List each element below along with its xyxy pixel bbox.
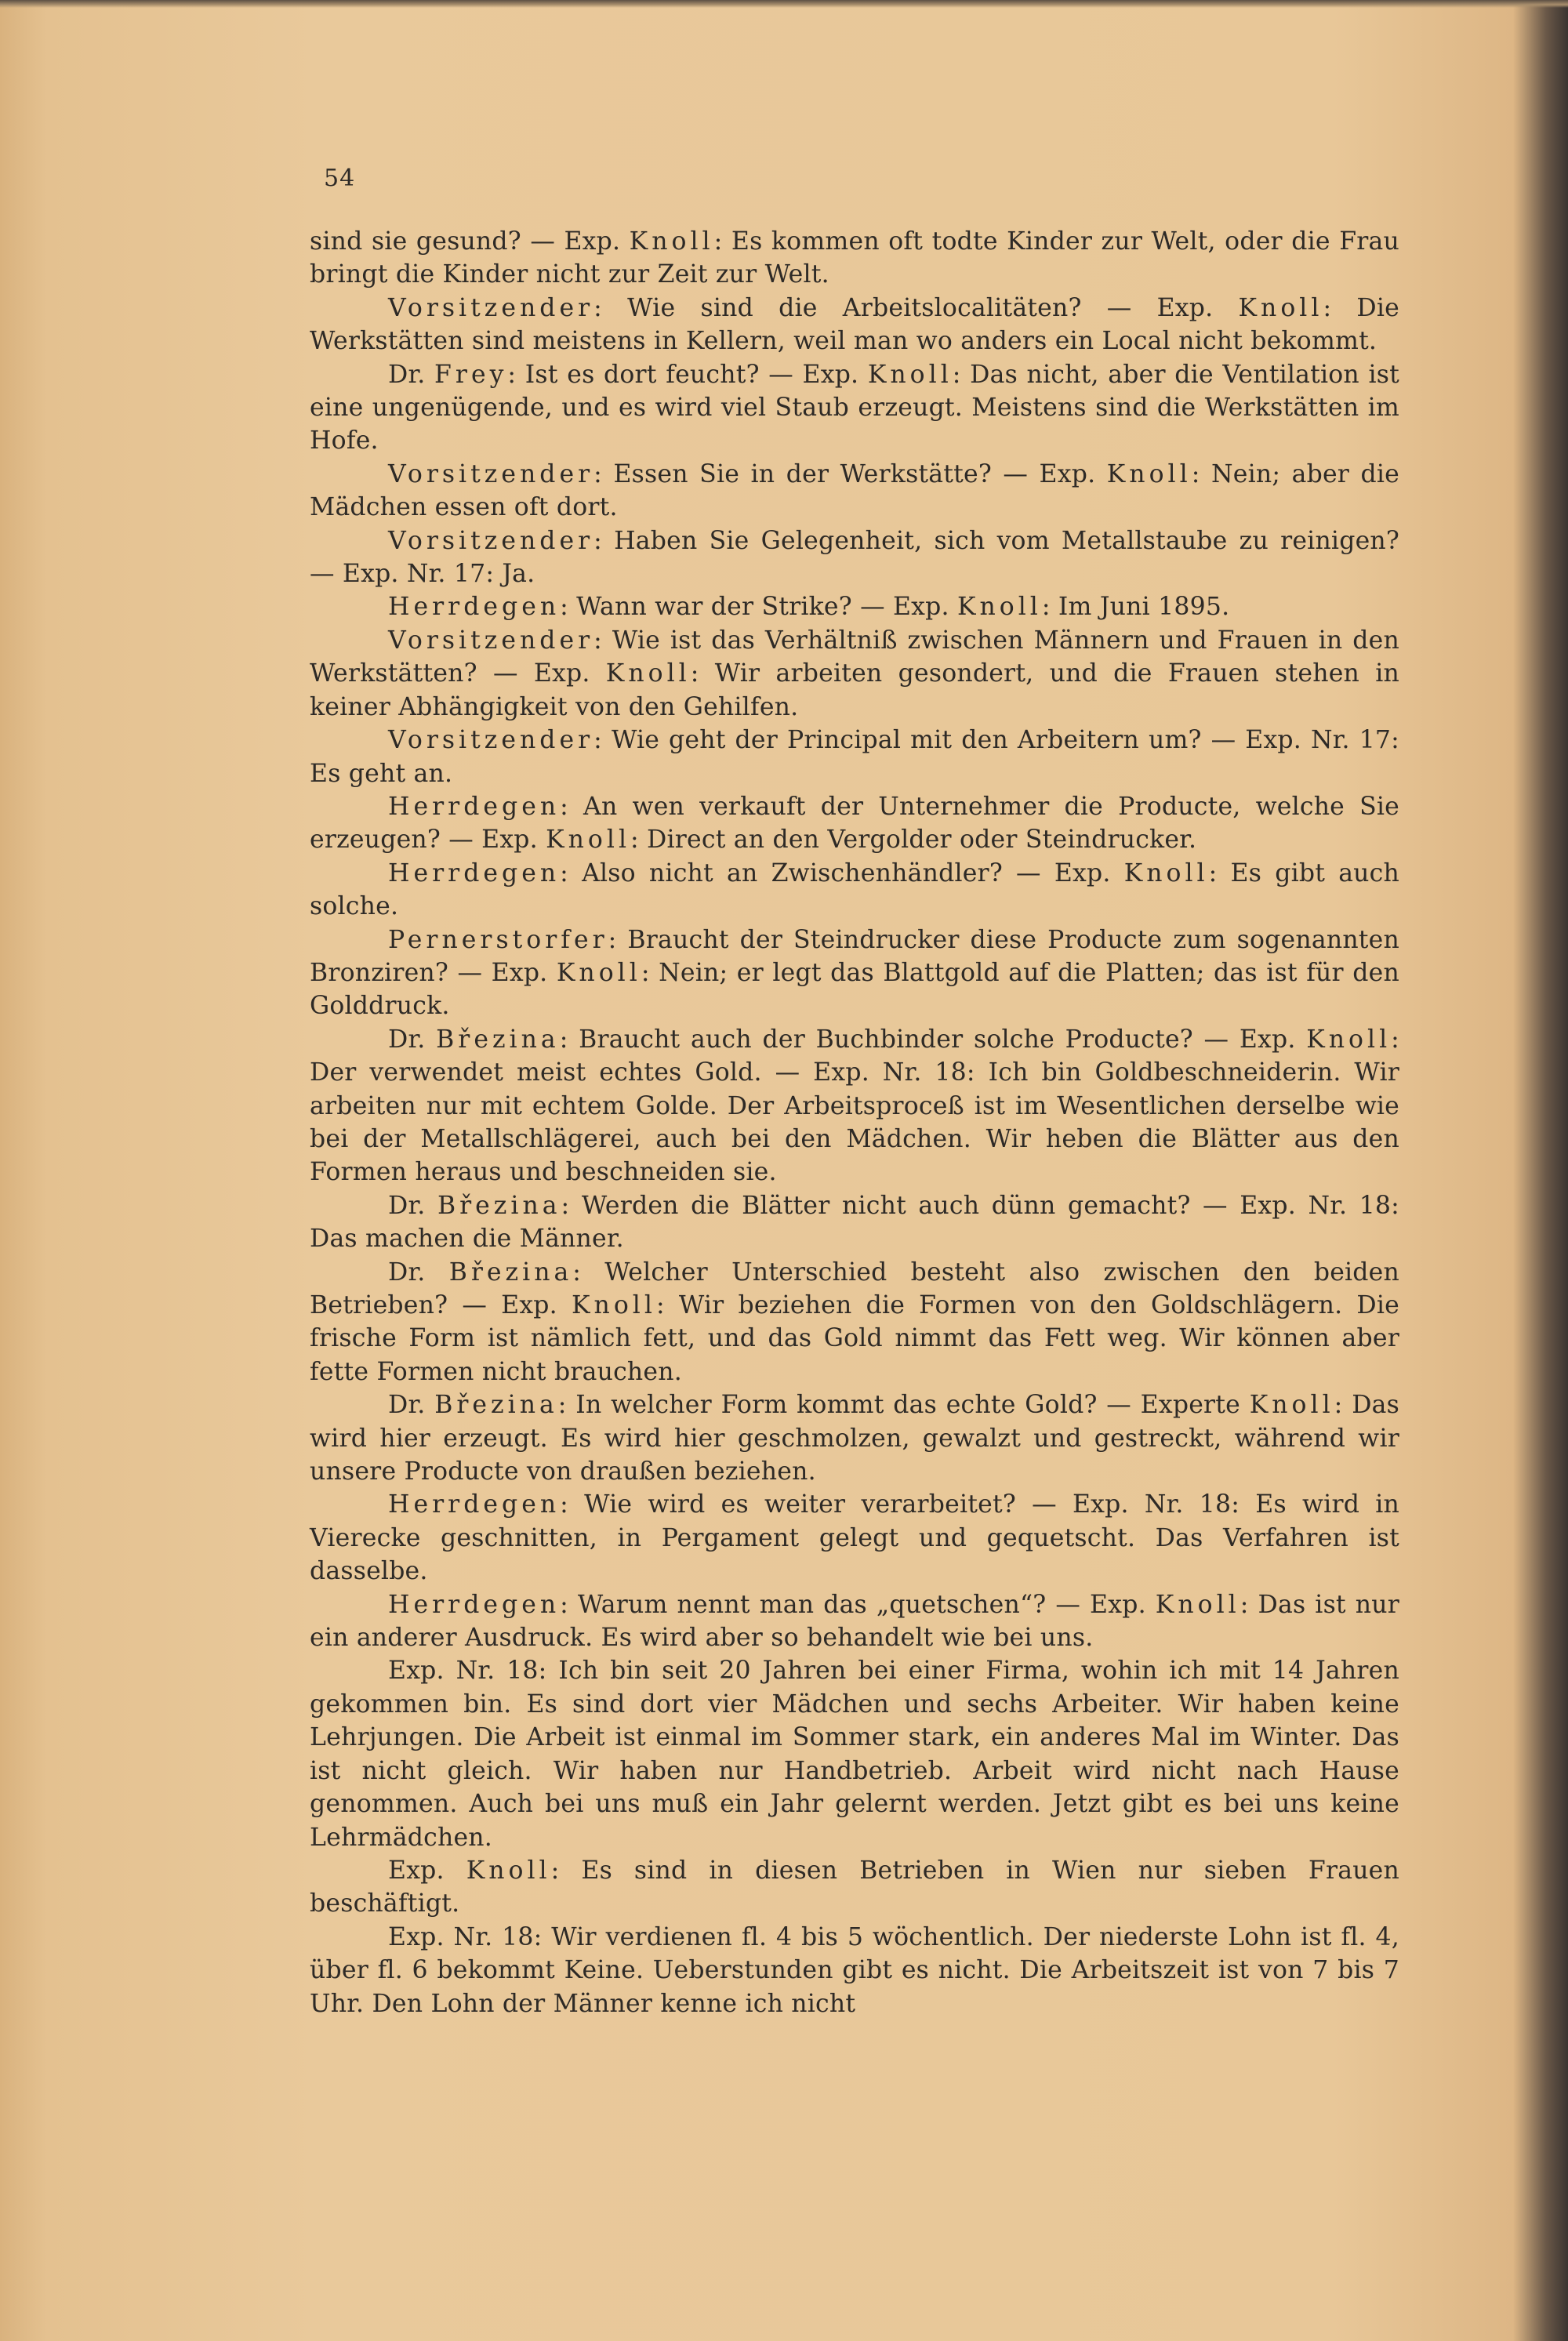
- paragraph: [310, 724, 1399, 790]
- text-run: : Also nicht an Zwischenhändler? — Exp.: [560, 858, 1124, 887]
- speaker-name: Knoll: [867, 360, 953, 389]
- speaker-name: Knoll: [1238, 293, 1323, 322]
- text-run: : Braucht auch der Buchbinder solche Producte? — Exp.: [559, 1025, 1307, 1054]
- speaker-name: Frey: [434, 360, 508, 389]
- page-edge-shadow: [0, 0, 1568, 8]
- paragraph: [310, 590, 1399, 623]
- text-run: Dr.: [388, 360, 435, 389]
- text-run: : Wie geht der Principal mit den Arbeitern um? — Exp. Nr. 17: Es geht an.: [310, 726, 1399, 788]
- text-run: : Werden die Blätter nicht auch dünn gemacht? — Exp. Nr. 18: Das machen die Männer.: [310, 1191, 1399, 1254]
- paragraph: [310, 1388, 1399, 1488]
- speaker-name: Knoll: [1249, 1391, 1334, 1420]
- text-run: : Wie sind die Arbeitslocalitäten? — Exp.: [593, 293, 1239, 322]
- speaker-name: Herrdegen: [388, 858, 561, 887]
- paragraph: [310, 1023, 1399, 1189]
- paragraph: [310, 1189, 1399, 1256]
- text-run: : Nein; er legt das Blattgold auf die Platten; das ist für den Golddruck.: [310, 958, 1399, 1021]
- speaker-name: Herrdegen: [388, 593, 561, 622]
- speaker-name: Knoll: [1306, 1025, 1392, 1054]
- speaker-name: Herrdegen: [388, 1590, 561, 1619]
- text-run: : An wen verkauft der Unternehmer die Producte, welche Sie erzeugen? — Exp.: [310, 792, 1399, 855]
- body-text: [310, 225, 1399, 2020]
- speaker-name: Knoll: [956, 593, 1042, 622]
- text-run: Exp. Nr. 18: Wir verdienen fl. 4 bis 5 wöchentlich. Der niederste Lohn ist fl. 4, über fl. 6 bekommt Keine. Ueberstunden gibt es nicht. Die Arbeitszeit ist von 7 bis 7 Uhr. Den Lohn der Männer kenne ich nicht: [310, 1922, 1399, 2018]
- page-number: 54: [324, 165, 356, 192]
- text-run: : Die Werkstätten sind meistens in Kellern, weil man wo anders ein Local nicht bekommt.: [310, 293, 1399, 356]
- text-run: : Haben Sie Gelegenheit, sich vom Metallstaube zu reinigen? — Exp. Nr. 17: Ja.: [310, 526, 1399, 589]
- paragraph: [310, 1921, 1399, 2020]
- speaker-name: Vorsitzender: [388, 293, 594, 322]
- text-run: : Das wird hier erzeugt. Es wird hier geschmolzen, gewalzt und gestreckt, während wir unsere Producte von draußen beziehen.: [310, 1391, 1400, 1486]
- paragraph: [310, 225, 1399, 292]
- text-run: : Wie ist das Verhältniß zwischen Männern und Frauen in den Werkstätten? — Exp.: [310, 626, 1399, 688]
- speaker-name: Knoll: [556, 958, 641, 987]
- paragraph: [310, 1854, 1399, 1921]
- speaker-name: Vorsitzender: [388, 526, 594, 555]
- paragraph: [310, 624, 1399, 724]
- text-run: : Das nicht, aber die Ventilation ist eine ungenügende, und es wird viel Staub erzeugt. Meistens sind die Werkstätten im Hofe.: [310, 360, 1399, 455]
- speaker-name: Knoll: [1155, 1590, 1240, 1619]
- text-block: [310, 165, 1399, 2020]
- text-run: : Das ist nur ein anderer Ausdruck. Es wird aber so behandelt wie bei uns.: [310, 1590, 1400, 1653]
- paragraph: [310, 1256, 1399, 1389]
- speaker-name: Vorsitzender: [388, 626, 594, 655]
- speaker-name: Knoll: [546, 826, 631, 855]
- speaker-name: Vorsitzender: [388, 459, 594, 488]
- speaker-name: Herrdegen: [388, 792, 561, 821]
- speaker-name: Pernerstorfer: [388, 925, 608, 954]
- text-run: : Wir beziehen die Formen von den Goldschlägern. Die frische Form ist nämlich fett, und das Gold nimmt das Fett weg. Wir können aber fette Formen nicht brauchen.: [310, 1291, 1399, 1386]
- text-run: Dr.: [388, 1258, 449, 1287]
- text-run: : Es kommen oft todte Kinder zur Welt, oder die Frau bringt die Kinder nicht zur Zeit zur Welt.: [310, 227, 1399, 289]
- speaker-name: Březina: [436, 1025, 560, 1054]
- text-run: Exp.: [388, 1856, 466, 1885]
- paragraph: [310, 358, 1399, 458]
- text-run: : Warum nennt man das „quetschen“? — Exp.: [560, 1590, 1156, 1619]
- paragraph: [310, 924, 1399, 1023]
- text-run: : Ist es dort feucht? — Exp.: [507, 360, 868, 389]
- speaker-name: Knoll: [1123, 858, 1209, 887]
- text-run: : Im Juni 1895.: [1041, 593, 1230, 622]
- text-run: : Welcher Unterschied besteht also zwischen den beiden Betrieben? — Exp.: [310, 1258, 1400, 1319]
- text-run: : Es sind in diesen Betrieben in Wien nur sieben Frauen beschäftigt.: [310, 1856, 1400, 1918]
- speaker-name: Březina: [434, 1391, 558, 1420]
- paragraph: [310, 1588, 1399, 1655]
- text-run: : Direct an den Vergolder oder Steindrucker.: [630, 826, 1197, 855]
- speaker-name: Herrdegen: [388, 1490, 561, 1519]
- text-run: : Essen Sie in der Werkstätte? — Exp.: [593, 459, 1107, 488]
- paragraph: [310, 292, 1399, 358]
- paragraph: [310, 524, 1399, 591]
- text-run: : In welcher Form kommt das echte Gold? — Experte: [557, 1391, 1250, 1420]
- speaker-name: Březina: [448, 1258, 573, 1287]
- text-run: : Wie wird es weiter verarbeitet? — Exp. Nr. 18: Es wird in Vierecke geschnitten, in Pergament gelegt und gequetscht. Das Verfahren ist dasselbe.: [310, 1490, 1399, 1586]
- text-run: : Wir arbeiten gesondert, und die Frauen stehen in keiner Abhängigkeit von den Gehilfen.: [310, 659, 1399, 721]
- text-run: : Nein; aber die Mädchen essen oft dort.: [310, 459, 1399, 522]
- paragraph: [310, 857, 1399, 924]
- speaker-name: Knoll: [1106, 459, 1192, 488]
- paragraph: [310, 458, 1399, 524]
- text-run: Exp. Nr. 18: Ich bin seit 20 Jahren bei einer Firma, wohin ich mit 14 Jahren gekommen bin. Es sind dort vier Mädchen und sechs Arbeiter. Wir haben keine Lehrjungen. Die Arbeit ist einmal im Sommer stark, ein anderes Mal im Winter. Das ist nicht gleich. Wir haben nur Handbetrieb. Arbeit wird nicht nach Hause genommen. Auch bei uns muß ein Jahr gelernt werden. Jetzt gibt es bei uns keine Lehrmädchen.: [310, 1657, 1399, 1852]
- text-run: Dr.: [388, 1391, 435, 1420]
- text-run: : Wann war der Strike? — Exp.: [560, 593, 957, 622]
- speaker-name: Knoll: [629, 227, 714, 256]
- paragraph: [310, 1488, 1399, 1588]
- speaker-name: Březina: [437, 1191, 561, 1220]
- text-run: Dr.: [388, 1025, 437, 1054]
- speaker-name: Knoll: [605, 659, 691, 688]
- paragraph: [310, 790, 1399, 857]
- text-run: Dr.: [388, 1191, 437, 1220]
- text-run: sind sie gesund? — Exp.: [310, 227, 630, 256]
- speaker-name: Knoll: [572, 1291, 656, 1319]
- speaker-name: Vorsitzender: [388, 726, 594, 755]
- text-run: : Der verwendet meist echtes Gold. — Exp. Nr. 18: Ich bin Goldbeschneiderin. Wir arbeiten nur mit echtem Golde. Der Arbeitsproceß ist im Wesentlichen derselbe wie bei der Metallschlägerei, auch bei den Mädchen. Wir heben die Blätter aus den Formen heraus und beschneiden sie.: [310, 1025, 1399, 1187]
- paragraph: [310, 1654, 1399, 1853]
- speaker-name: Knoll: [466, 1856, 551, 1885]
- text-run: : Braucht der Steindrucker diese Producte zum sogenannten Bronziren? — Exp.: [310, 925, 1399, 987]
- text-run: : Es gibt auch solche.: [310, 858, 1399, 921]
